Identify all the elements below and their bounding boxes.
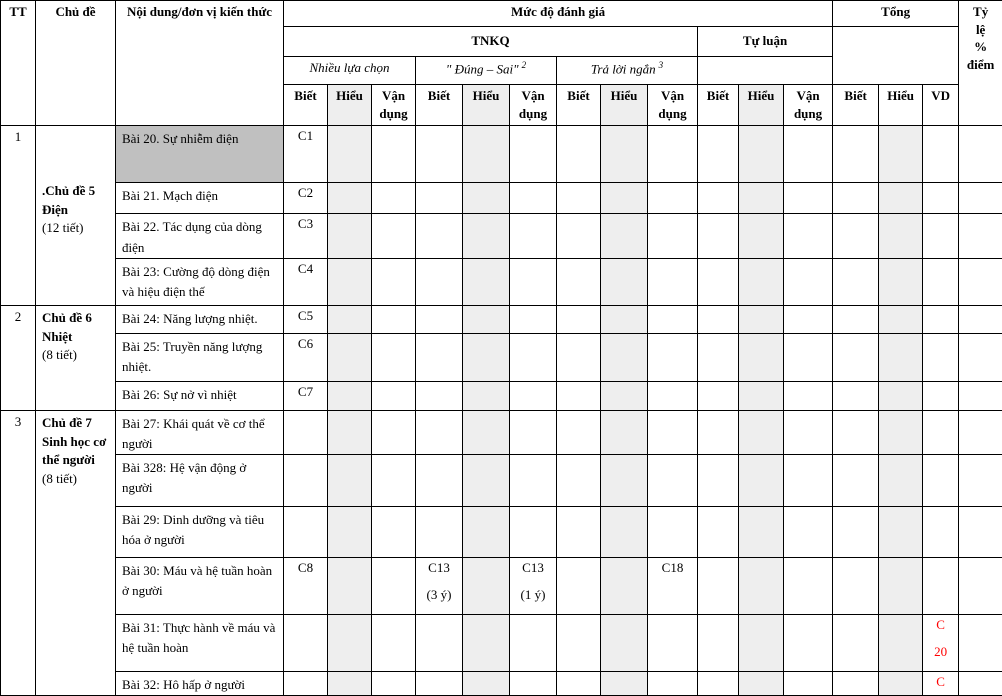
col-header-muc-do-danh-gia: Mức độ đánh giá bbox=[284, 1, 833, 27]
col-header-tong: Tổng bbox=[833, 1, 959, 27]
value-cell bbox=[784, 214, 833, 258]
value-cell bbox=[557, 614, 601, 671]
row-number: 1 bbox=[1, 126, 36, 305]
value-cell bbox=[416, 506, 463, 557]
value-cell bbox=[372, 214, 416, 258]
value-cell bbox=[739, 258, 784, 305]
value-cell bbox=[648, 381, 698, 410]
question-code: C bbox=[923, 617, 958, 634]
value-cell bbox=[284, 410, 328, 454]
topic-title: Chủ đề 7 Sinh học cơ thể người bbox=[42, 414, 112, 471]
value-cell bbox=[698, 410, 739, 454]
value-cell bbox=[648, 333, 698, 381]
col-header-tt: TT bbox=[1, 1, 36, 126]
value-cell bbox=[416, 258, 463, 305]
value-cell bbox=[510, 454, 557, 506]
value-cell bbox=[698, 454, 739, 506]
value-cell bbox=[463, 410, 510, 454]
col-header-noi-dung: Nội dung/đơn vị kiến thức bbox=[116, 1, 284, 126]
value-cell bbox=[698, 333, 739, 381]
value-cell bbox=[833, 126, 879, 183]
value-cell bbox=[416, 126, 463, 183]
value-cell bbox=[879, 305, 923, 333]
lesson-cell: Bài 21. Mạch điện bbox=[116, 183, 284, 214]
dung-sai-label: " Đúng – Sai" bbox=[446, 61, 519, 76]
value-cell bbox=[372, 557, 416, 614]
table-row bbox=[1, 410, 1002, 454]
value-cell bbox=[833, 305, 879, 333]
value-cell bbox=[463, 333, 510, 381]
value-cell bbox=[923, 333, 959, 381]
value-cell bbox=[923, 506, 959, 557]
col-header-tong-vd: VD bbox=[923, 85, 959, 126]
value-cell bbox=[923, 557, 959, 614]
value-cell bbox=[739, 305, 784, 333]
value-cell bbox=[879, 381, 923, 410]
value-cell bbox=[923, 614, 959, 671]
lesson-cell: Bài 22. Tác dụng của dòng điện bbox=[116, 214, 284, 258]
question-code: C18 bbox=[648, 560, 697, 577]
lesson-cell: Bài 30: Máu và hệ tuần hoàn ở người bbox=[116, 557, 284, 614]
value-cell bbox=[784, 506, 833, 557]
value-cell bbox=[510, 305, 557, 333]
value-cell bbox=[923, 183, 959, 214]
col-header-tu-luan: Tự luận bbox=[698, 27, 833, 57]
value-cell bbox=[372, 333, 416, 381]
value-cell bbox=[833, 614, 879, 671]
value-cell bbox=[463, 454, 510, 506]
value-cell bbox=[557, 671, 601, 695]
lesson-cell: Bài 27: Khái quát về cơ thể người bbox=[116, 410, 284, 454]
col-header-van-dung: Vận dụng bbox=[372, 85, 416, 126]
value-cell bbox=[557, 454, 601, 506]
value-cell bbox=[959, 454, 1002, 506]
table-body bbox=[1, 126, 1002, 696]
value-cell bbox=[698, 126, 739, 183]
value-cell bbox=[879, 614, 923, 671]
col-header-hieu: Hiểu bbox=[463, 85, 510, 126]
value-cell bbox=[739, 333, 784, 381]
question-code: C7 bbox=[284, 384, 327, 401]
value-cell bbox=[833, 381, 879, 410]
value-cell bbox=[739, 614, 784, 671]
value-cell bbox=[328, 506, 372, 557]
tong-spacer-cell bbox=[833, 27, 959, 85]
lesson-cell: Bài 32: Hô hấp ở người bbox=[116, 671, 284, 695]
tu-luan-spacer-cell bbox=[698, 57, 833, 85]
lesson-cell: Bài 25: Truyền năng lượng nhiệt. bbox=[116, 333, 284, 381]
row-number: 2 bbox=[1, 305, 36, 410]
value-cell bbox=[510, 410, 557, 454]
value-cell bbox=[959, 410, 1002, 454]
value-cell bbox=[328, 305, 372, 333]
topic-cell bbox=[36, 126, 116, 305]
value-cell bbox=[284, 258, 328, 305]
value-cell bbox=[601, 381, 648, 410]
value-cell bbox=[784, 381, 833, 410]
value-cell bbox=[698, 557, 739, 614]
value-cell bbox=[601, 506, 648, 557]
value-cell bbox=[784, 454, 833, 506]
value-cell bbox=[463, 305, 510, 333]
topic-title: Chủ đề 6 Nhiệt bbox=[42, 309, 112, 347]
col-header-van-dung: Vận dụng bbox=[510, 85, 557, 126]
col-header-dung-sai bbox=[416, 57, 557, 85]
topic-duration: (12 tiết) bbox=[42, 219, 112, 238]
question-code: C13 bbox=[416, 560, 462, 577]
value-cell bbox=[463, 214, 510, 258]
question-code: C2 bbox=[284, 185, 327, 202]
table-row bbox=[1, 614, 1002, 671]
value-cell bbox=[416, 614, 463, 671]
value-cell bbox=[601, 305, 648, 333]
value-cell bbox=[959, 333, 1002, 381]
value-cell bbox=[959, 557, 1002, 614]
value-cell bbox=[328, 126, 372, 183]
table-row bbox=[1, 214, 1002, 258]
value-cell bbox=[328, 671, 372, 695]
col-header-van-dung: Vận dụng bbox=[648, 85, 698, 126]
table-row bbox=[1, 381, 1002, 410]
value-cell bbox=[284, 214, 328, 258]
value-cell bbox=[510, 214, 557, 258]
value-cell bbox=[601, 214, 648, 258]
value-cell bbox=[557, 258, 601, 305]
value-cell bbox=[648, 506, 698, 557]
value-cell bbox=[879, 214, 923, 258]
value-cell bbox=[463, 557, 510, 614]
question-code: C13 bbox=[510, 560, 556, 577]
value-cell bbox=[463, 258, 510, 305]
value-cell bbox=[601, 333, 648, 381]
value-cell bbox=[372, 258, 416, 305]
value-cell bbox=[328, 258, 372, 305]
question-code: C8 bbox=[284, 560, 327, 577]
value-cell bbox=[372, 614, 416, 671]
value-cell bbox=[284, 454, 328, 506]
value-cell bbox=[284, 614, 328, 671]
value-cell bbox=[879, 183, 923, 214]
table-row bbox=[1, 333, 1002, 381]
value-cell bbox=[557, 410, 601, 454]
table-row bbox=[1, 557, 1002, 614]
value-cell bbox=[648, 671, 698, 695]
value-cell bbox=[833, 333, 879, 381]
value-cell bbox=[284, 126, 328, 183]
value-cell bbox=[833, 671, 879, 695]
value-cell bbox=[601, 557, 648, 614]
topic-cell bbox=[36, 410, 116, 695]
value-cell bbox=[959, 614, 1002, 671]
value-cell bbox=[648, 410, 698, 454]
value-cell bbox=[557, 214, 601, 258]
lesson-cell: Bài 328: Hệ vận động ở người bbox=[116, 454, 284, 506]
value-cell bbox=[557, 183, 601, 214]
value-cell bbox=[463, 126, 510, 183]
table-row bbox=[1, 258, 1002, 305]
value-cell bbox=[328, 183, 372, 214]
value-cell bbox=[372, 506, 416, 557]
value-cell bbox=[510, 506, 557, 557]
lesson-cell: Bài 23: Cường độ dòng điện và hiệu điện thế bbox=[116, 258, 284, 305]
value-cell bbox=[879, 258, 923, 305]
table-row bbox=[1, 126, 1002, 183]
value-cell bbox=[959, 506, 1002, 557]
value-cell bbox=[959, 305, 1002, 333]
dung-sai-superscript: 2 bbox=[522, 60, 527, 70]
value-cell bbox=[879, 671, 923, 695]
value-cell bbox=[879, 557, 923, 614]
topic-cell bbox=[36, 305, 116, 410]
value-cell bbox=[923, 671, 959, 695]
lesson-cell: Bài 26: Sự nở vì nhiệt bbox=[116, 381, 284, 410]
value-cell bbox=[833, 214, 879, 258]
value-cell bbox=[557, 557, 601, 614]
value-cell bbox=[833, 410, 879, 454]
value-cell bbox=[648, 126, 698, 183]
value-cell bbox=[784, 183, 833, 214]
value-cell bbox=[698, 506, 739, 557]
value-cell bbox=[784, 671, 833, 695]
col-header-hieu: Hiểu bbox=[739, 85, 784, 126]
value-cell bbox=[739, 506, 784, 557]
value-cell bbox=[463, 506, 510, 557]
value-cell bbox=[784, 258, 833, 305]
table-row bbox=[1, 506, 1002, 557]
value-cell bbox=[698, 305, 739, 333]
value-cell bbox=[372, 305, 416, 333]
value-cell bbox=[601, 614, 648, 671]
question-code: C4 bbox=[284, 261, 327, 278]
question-code: C1 bbox=[284, 128, 327, 145]
value-cell bbox=[739, 126, 784, 183]
col-header-hieu: Hiểu bbox=[328, 85, 372, 126]
value-cell bbox=[284, 671, 328, 695]
value-cell bbox=[416, 671, 463, 695]
question-code: C bbox=[923, 674, 958, 691]
topic-title: .Chủ đề 5 Điện bbox=[42, 182, 112, 220]
col-header-tra-loi-ngan bbox=[557, 57, 698, 85]
value-cell bbox=[698, 183, 739, 214]
col-header-hieu: Hiểu bbox=[601, 85, 648, 126]
value-cell bbox=[739, 214, 784, 258]
value-cell bbox=[923, 214, 959, 258]
value-cell bbox=[739, 454, 784, 506]
value-cell bbox=[739, 183, 784, 214]
value-cell bbox=[510, 614, 557, 671]
value-cell bbox=[510, 381, 557, 410]
table-row bbox=[1, 305, 1002, 333]
value-cell bbox=[510, 671, 557, 695]
question-code-detail: 20 bbox=[923, 644, 958, 661]
value-cell bbox=[784, 333, 833, 381]
col-header-biet: Biết bbox=[557, 85, 601, 126]
value-cell bbox=[601, 126, 648, 183]
value-cell bbox=[959, 381, 1002, 410]
value-cell bbox=[601, 410, 648, 454]
value-cell bbox=[923, 381, 959, 410]
value-cell bbox=[284, 506, 328, 557]
value-cell bbox=[923, 305, 959, 333]
value-cell bbox=[416, 557, 463, 614]
value-cell bbox=[510, 183, 557, 214]
question-code: C5 bbox=[284, 308, 327, 325]
value-cell bbox=[510, 258, 557, 305]
question-code-detail: (1 ý) bbox=[510, 587, 556, 604]
value-cell bbox=[284, 381, 328, 410]
value-cell bbox=[739, 381, 784, 410]
value-cell bbox=[879, 126, 923, 183]
value-cell bbox=[557, 506, 601, 557]
value-cell bbox=[328, 410, 372, 454]
value-cell bbox=[601, 671, 648, 695]
value-cell bbox=[416, 410, 463, 454]
value-cell bbox=[959, 183, 1002, 214]
value-cell bbox=[879, 333, 923, 381]
value-cell bbox=[879, 410, 923, 454]
topic-duration: (8 tiết) bbox=[42, 346, 112, 365]
tra-loi-ngan-superscript: 3 bbox=[659, 60, 664, 70]
table-row bbox=[1, 671, 1002, 695]
value-cell bbox=[463, 614, 510, 671]
value-cell bbox=[284, 557, 328, 614]
value-cell bbox=[833, 454, 879, 506]
value-cell bbox=[372, 410, 416, 454]
value-cell bbox=[328, 333, 372, 381]
value-cell bbox=[557, 381, 601, 410]
table-row bbox=[1, 183, 1002, 214]
value-cell bbox=[739, 557, 784, 614]
topic-duration: (8 tiết) bbox=[42, 470, 112, 489]
value-cell bbox=[372, 183, 416, 214]
col-header-biet: Biết bbox=[284, 85, 328, 126]
col-header-biet: Biết bbox=[416, 85, 463, 126]
value-cell bbox=[372, 671, 416, 695]
value-cell bbox=[698, 671, 739, 695]
value-cell bbox=[284, 183, 328, 214]
value-cell bbox=[372, 454, 416, 506]
value-cell bbox=[601, 183, 648, 214]
value-cell bbox=[923, 454, 959, 506]
value-cell bbox=[601, 258, 648, 305]
value-cell bbox=[510, 126, 557, 183]
lesson-cell: Bài 24: Năng lượng nhiệt. bbox=[116, 305, 284, 333]
value-cell bbox=[284, 333, 328, 381]
value-cell bbox=[416, 183, 463, 214]
value-cell bbox=[328, 614, 372, 671]
col-header-ty-le: Tỷ lệ % điểm bbox=[959, 1, 1002, 126]
table-row bbox=[1, 454, 1002, 506]
value-cell bbox=[879, 454, 923, 506]
value-cell bbox=[328, 557, 372, 614]
col-header-tnkq: TNKQ bbox=[284, 27, 698, 57]
value-cell bbox=[416, 214, 463, 258]
value-cell bbox=[372, 381, 416, 410]
value-cell bbox=[879, 506, 923, 557]
value-cell bbox=[284, 305, 328, 333]
value-cell bbox=[416, 305, 463, 333]
value-cell bbox=[833, 557, 879, 614]
value-cell bbox=[648, 258, 698, 305]
value-cell bbox=[648, 183, 698, 214]
value-cell bbox=[959, 126, 1002, 183]
value-cell bbox=[557, 333, 601, 381]
value-cell bbox=[923, 126, 959, 183]
col-header-biet: Biết bbox=[698, 85, 739, 126]
lesson-cell: Bài 20. Sự nhiễm điện bbox=[116, 126, 284, 183]
question-code: C6 bbox=[284, 336, 327, 353]
value-cell bbox=[557, 305, 601, 333]
value-cell bbox=[601, 454, 648, 506]
value-cell bbox=[739, 410, 784, 454]
question-code-detail: (3 ý) bbox=[416, 587, 462, 604]
lesson-cell: Bài 31: Thực hành về máu và hệ tuần hoàn bbox=[116, 614, 284, 671]
value-cell bbox=[648, 454, 698, 506]
question-code: C3 bbox=[284, 216, 327, 233]
lesson-cell: Bài 29: Dinh dưỡng và tiêu hóa ở người bbox=[116, 506, 284, 557]
row-number: 3 bbox=[1, 410, 36, 695]
value-cell bbox=[959, 258, 1002, 305]
value-cell bbox=[959, 671, 1002, 695]
col-header-tong-hieu: Hiểu bbox=[879, 85, 923, 126]
tra-loi-ngan-label: Trả lời ngắn bbox=[591, 61, 656, 76]
value-cell bbox=[739, 671, 784, 695]
col-header-chu-de: Chủ đề bbox=[36, 1, 116, 126]
value-cell bbox=[328, 454, 372, 506]
value-cell bbox=[328, 214, 372, 258]
value-cell bbox=[698, 258, 739, 305]
value-cell bbox=[784, 614, 833, 671]
value-cell bbox=[784, 305, 833, 333]
value-cell bbox=[510, 333, 557, 381]
value-cell bbox=[698, 381, 739, 410]
value-cell bbox=[416, 381, 463, 410]
value-cell bbox=[648, 614, 698, 671]
col-header-van-dung: Vận dụng bbox=[784, 85, 833, 126]
value-cell bbox=[463, 183, 510, 214]
value-cell bbox=[648, 214, 698, 258]
value-cell bbox=[416, 454, 463, 506]
value-cell bbox=[648, 557, 698, 614]
value-cell bbox=[698, 214, 739, 258]
value-cell bbox=[923, 410, 959, 454]
value-cell bbox=[557, 126, 601, 183]
value-cell bbox=[959, 214, 1002, 258]
value-cell bbox=[416, 333, 463, 381]
value-cell bbox=[698, 614, 739, 671]
value-cell bbox=[833, 506, 879, 557]
value-cell bbox=[463, 671, 510, 695]
value-cell bbox=[372, 126, 416, 183]
value-cell bbox=[328, 381, 372, 410]
value-cell bbox=[648, 305, 698, 333]
value-cell bbox=[833, 258, 879, 305]
col-header-tong-biet: Biết bbox=[833, 85, 879, 126]
col-header-nhieu-lua-chon: Nhiều lựa chọn bbox=[284, 57, 416, 85]
value-cell bbox=[463, 381, 510, 410]
value-cell bbox=[923, 258, 959, 305]
value-cell bbox=[784, 126, 833, 183]
value-cell bbox=[510, 557, 557, 614]
value-cell bbox=[833, 183, 879, 214]
value-cell bbox=[784, 557, 833, 614]
value-cell bbox=[784, 410, 833, 454]
table-header bbox=[1, 1, 1002, 126]
